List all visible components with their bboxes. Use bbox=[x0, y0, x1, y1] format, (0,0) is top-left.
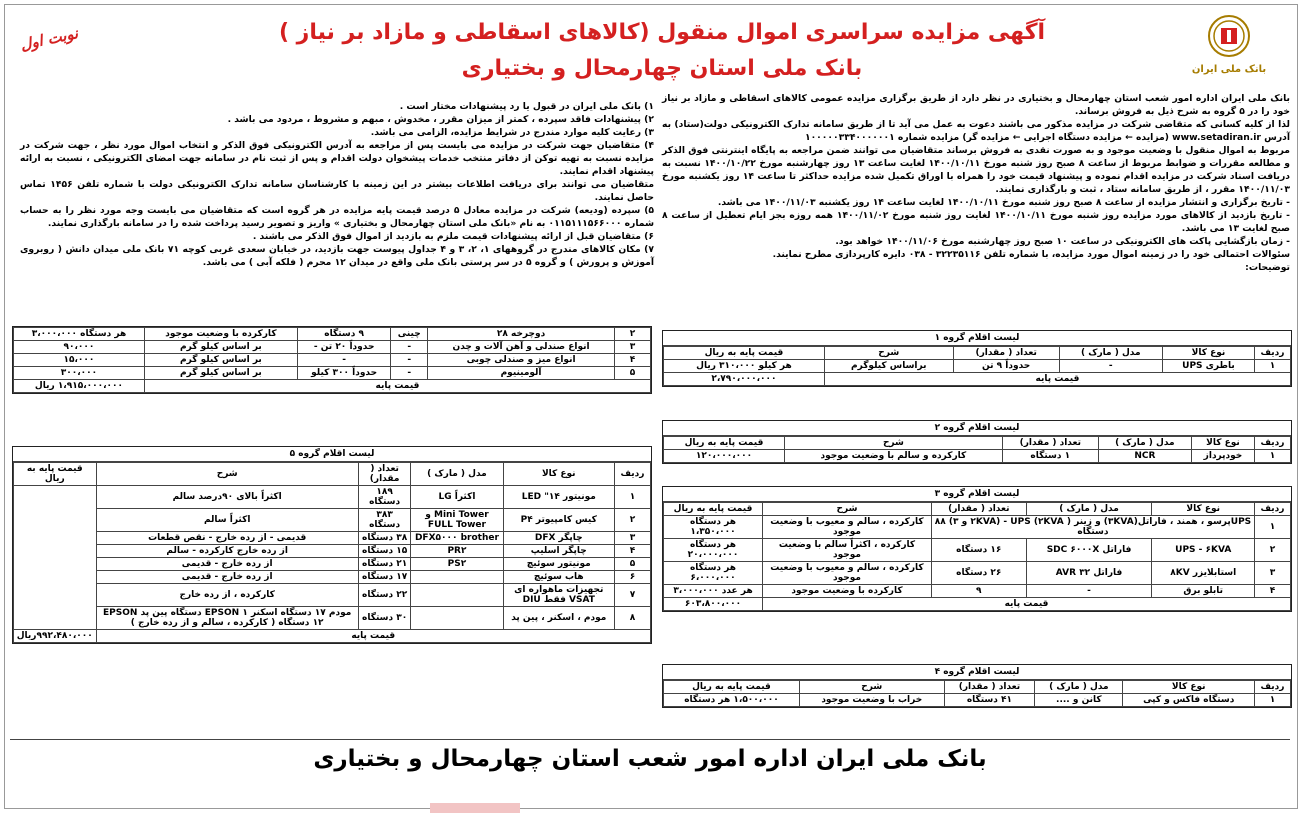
table-cell: مونیتور سوئیچ bbox=[503, 558, 614, 571]
table-cell: DFX۵۰۰۰ brother bbox=[411, 532, 503, 545]
col-header: مدل ( مارک ) bbox=[411, 463, 503, 486]
col-header: مدل ( مارک ) bbox=[1035, 681, 1123, 694]
condition-item: ۱) بانک ملی ایران در قبول یا رد پیشنهادات مختار است . bbox=[399, 101, 654, 112]
base-price-value: ۹۹۲،۴۸۰،۰۰۰ریال bbox=[14, 630, 97, 643]
base-price-label: قیمت پایه bbox=[763, 598, 1291, 611]
table-row bbox=[664, 694, 1291, 707]
col-header: ردیف bbox=[1255, 437, 1291, 450]
intro-paragraph: - تاریخ برگزاری و انتشار مزایده از ساعت ۸ صبح روز شنبه مورخ ۱۴۰۰/۱۰/۱۱ لغایت ساعت ۱۴ روز یکشنبه ۱۴۰۰/۱۱/۰۳ می باشد. bbox=[717, 197, 1290, 208]
table-cell: ۴ bbox=[615, 354, 651, 367]
group1-title: لیست اقلام گروه ۱ bbox=[663, 331, 1291, 346]
table-cell: حدوداً ۳۰۰ کیلو bbox=[297, 367, 390, 380]
table-cell: ۱۶ دستگاه bbox=[931, 539, 1026, 562]
table-cell: ۱ دستگاه bbox=[1002, 450, 1098, 463]
table-cell: تابلو برق bbox=[1152, 585, 1255, 598]
col-header: شرح bbox=[784, 437, 1002, 450]
table-cell: آلومینیوم bbox=[428, 367, 615, 380]
table-cell: استابلایزر ۸KV bbox=[1152, 562, 1255, 585]
col-header: نوع کالا bbox=[1123, 681, 1255, 694]
base-price-label: قیمت پایه bbox=[144, 380, 650, 393]
intro-paragraph: سئوالات احتمالی خود را در زمینه اموال مورد مزایده، با شماره تلفن ۳۲۲۳۵۱۱۶ - ۰۳۸ دایره کارپردازی مطرح نمایند. bbox=[772, 249, 1290, 260]
logo-text: بانک ملی ایران bbox=[1191, 64, 1267, 75]
table-cell: ۱۵،۰۰۰ bbox=[14, 354, 145, 367]
table-cell: هر دستگاه ۱،۳۵۰،۰۰۰ bbox=[664, 516, 763, 539]
condition-item: ۷) مکان کالاهای مندرج در گروههای ۱، ۲، ۳ و ۴ جداول پیوست جهت بازدید، در خیابان سعدی غربی کوچه ۷۱ بانک ملی میدان دانش ( روبروی آموزش و پرورش ) و گروه ۵ در سر پرستی بانک ملی واقع در میدان ۱۲ محرم ( فلکه آبی ) می باشد. bbox=[20, 244, 654, 268]
page-title: آگهی مزایده سراسری اموال منقول (کالاهای اسقاطی و مازاد بر نیاز ) bbox=[278, 20, 1046, 45]
table-cell: ۳۸۳ دستگاه bbox=[358, 509, 411, 532]
table-cell: ۴ bbox=[1255, 585, 1291, 598]
intro-paragraph: مربوط به اموال منقول با وضعیت موجود و به صورت نقدی به فروش برساند متقاضیان می توانند ضمن مراجعه به پایگاه اینترنتی فوق الذکر و مطالعه مقررات و ضوابط مربوط از ساعت ۸ صبح روز شنبه مورخ ۱۴۰۰/۱۰/۱۱ لغایت ساعت ۱۳ روز چهارشنبه مورخ ۱۴۰۰/۱۰/۲۲ نسبت به دریافت اسناد شرکت در مزایده اقدام نموده و پیشنهاد قیمت خود را همراه با اوراق تکمیل شده مزایده حداکثر تا ساعت ۱۴ روز یکشنبه مورخ ۱۴۰۰/۱۱/۰۳ مقرر ، از طریق سامانه ستاد ، ثبت و بارگذاری نمایند. bbox=[662, 145, 1291, 195]
col-header: ردیف bbox=[1255, 347, 1291, 360]
intro-paragraph: بانک ملی ایران اداره امور شعب استان چهارمحال و بختیاری در نظر دارد از طریق برگزاری مزایده عمومی کالاهای اسقاطی و مازاد بر نیاز خود را در ۵ گروه به شرح ذیل به فروش برساند. bbox=[662, 93, 1290, 117]
table-cell: ۱،۵۰۰،۰۰۰ هر دستگاه bbox=[664, 694, 800, 707]
table-row bbox=[664, 562, 1291, 585]
table-row bbox=[14, 532, 651, 545]
table-cell: کارکرده ، سالم و معیوب با وضعیت موجود bbox=[763, 562, 932, 585]
col-header: مدل ( مارک ) bbox=[1098, 437, 1191, 450]
intro-right-text bbox=[662, 92, 1290, 274]
col-header: قیمت پایه به ریال bbox=[664, 681, 800, 694]
table-cell: - bbox=[1026, 585, 1152, 598]
table-cell: اکثراً LG bbox=[411, 486, 503, 509]
col-header: مدل ( مارک ) bbox=[1059, 347, 1162, 360]
table-cell: باطری UPS bbox=[1162, 360, 1254, 373]
table-cell: فاراتل SDC ۶۰۰۰X bbox=[1026, 539, 1152, 562]
table-cell: کارکرده با وضعیت موجود bbox=[763, 585, 932, 598]
table-cell: هر دستگاه ۲۰،۰۰۰،۰۰۰ bbox=[664, 539, 763, 562]
table-cell bbox=[14, 486, 97, 630]
footer-title: بانک ملی ایران اداره امور شعب استان چهارمحال و بختیاری bbox=[10, 739, 1290, 787]
bank-melli-logo-icon bbox=[1207, 14, 1251, 58]
col-header: قیمت پایه به ریال bbox=[664, 347, 825, 360]
table-cell bbox=[411, 584, 503, 607]
table-row bbox=[14, 341, 651, 354]
table-cell: UPSپرسو ، همند ، فاراتل(۳KVA) و زینر ( ۲KVA) UPS - (۲KVA و ۳) ۸۸ دستگاه bbox=[931, 516, 1254, 539]
col-header: ردیف bbox=[1255, 503, 1291, 516]
table-cell: از رده خارج کارکرده - سالم bbox=[96, 545, 358, 558]
table-cell: کانن و .... bbox=[1035, 694, 1123, 707]
col-header: نوع کالا bbox=[1152, 503, 1255, 516]
col-header: قیمت پایه به ریال bbox=[664, 503, 763, 516]
table-cell: ۱۷ دستگاه bbox=[358, 571, 411, 584]
table-row bbox=[14, 584, 651, 607]
table-cell: PS۲ bbox=[411, 558, 503, 571]
table-cell: هر دستگاه ۳،۰۰۰،۰۰۰ bbox=[14, 328, 145, 341]
table-cell: ۱ bbox=[1255, 360, 1291, 373]
condition-item: ۵) سپرده (ودیعه) شرکت در مزایده معادل ۵ درصد قیمت پایه مزایده در هر گروه است که متقاضیان می بایست وجه مورد نظر را به حساب شماره ۰۱۱۵۱۱۱۵۶۶۰۰۰ به نام «بانک ملی استان چهارمحال و بختیاری » واریز و تصویر رسید پرداخت شده را در سامانه بارگذاری نمایند. bbox=[20, 205, 654, 229]
table-cell: ۳۰ دستگاه bbox=[358, 607, 411, 630]
table-cell: حدوداً ۲۰ تن - bbox=[297, 341, 390, 354]
base-price-label: قیمت پایه bbox=[96, 630, 650, 643]
table-cell: چاپگر DFX bbox=[503, 532, 614, 545]
group1-table bbox=[662, 330, 1292, 387]
table-cell: بر اساس کیلو گرم bbox=[144, 354, 297, 367]
table-cell bbox=[411, 571, 503, 584]
decorative-strip bbox=[430, 803, 520, 813]
table-cell: ۲۶ دستگاه bbox=[931, 562, 1026, 585]
table-cell: بر اساس کیلو گرم bbox=[144, 367, 297, 380]
table-row bbox=[664, 516, 1291, 539]
intro-paragraph: لذا از کلیه کسانی که متقاضی شرکت در مزایده مذکور می باشند دعوت به عمل می آید تا از طریق سامانه تدارک الکترونیکی دولت(ستاد) به آدرس www.setadiran.ir (مزایده ← مزایده دستگاه اجرایی ← مزایده گر) مزایده شماره ۱۰۰۰۰۰۳۳۴۰۰۰۰۰۰۱ bbox=[662, 119, 1290, 143]
table-row bbox=[14, 607, 651, 630]
col-header: مدل ( مارک ) bbox=[1026, 503, 1152, 516]
table-cell: - bbox=[297, 354, 390, 367]
table-cell: ۴ bbox=[615, 545, 651, 558]
table-cell: مونیتور LED "۱۴ bbox=[503, 486, 614, 509]
table-cell: ۳ bbox=[1255, 562, 1291, 585]
table-cell: ۱ bbox=[615, 486, 651, 509]
table-cell: دوچرخه ۲۸ bbox=[428, 328, 615, 341]
table-cell: - bbox=[391, 341, 428, 354]
col-header: شرح bbox=[96, 463, 358, 486]
table-cell: ۱ bbox=[1255, 694, 1291, 707]
table-cell: NCR bbox=[1098, 450, 1191, 463]
base-price-value: ۱،۹۱۵،۰۰۰،۰۰۰ ریال bbox=[14, 380, 145, 393]
table-row bbox=[664, 539, 1291, 562]
table-cell: هر کیلو ۳۱۰،۰۰۰ ریال bbox=[664, 360, 825, 373]
group5-table bbox=[12, 446, 652, 644]
table-cell: ۲ bbox=[615, 328, 651, 341]
col-header: نوع کالا bbox=[1162, 347, 1254, 360]
col-header: شرح bbox=[799, 681, 944, 694]
table-cell: ۹ دستگاه bbox=[297, 328, 390, 341]
table-row bbox=[664, 585, 1291, 598]
table-cell: ۱۵ دستگاه bbox=[358, 545, 411, 558]
notice-number: نوبت اول bbox=[18, 24, 80, 54]
table-row bbox=[664, 360, 1291, 373]
table-cell: چاپگر اسلیپ bbox=[503, 545, 614, 558]
table-cell: - bbox=[391, 367, 428, 380]
table-cell: UPS - ۶KVA bbox=[1152, 539, 1255, 562]
table-cell: ۱۸۹ دستگاه bbox=[358, 486, 411, 509]
group3-title: لیست اقلام گروه ۳ bbox=[663, 487, 1291, 502]
col-header: نوع کالا bbox=[503, 463, 614, 486]
table-cell: ۳۰۰،۰۰۰ bbox=[14, 367, 145, 380]
group5-title: لیست اقلام گروه ۵ bbox=[13, 447, 651, 462]
intro-left-text bbox=[20, 100, 654, 269]
group2-table bbox=[662, 420, 1292, 464]
table-cell: ۲ bbox=[615, 509, 651, 532]
table-cell: - bbox=[391, 354, 428, 367]
table-cell: ۵ bbox=[615, 558, 651, 571]
condition-item: ۶) متقاضیان قبل از ارائه پیشنهادات قیمت ملزم به بازدید از اموال فوق الذکر می باشند . bbox=[252, 231, 654, 242]
table-cell: ۲۱ دستگاه bbox=[358, 558, 411, 571]
base-price-label: قیمت پایه bbox=[824, 373, 1290, 386]
table-cell: ۳۸ دستگاه bbox=[358, 532, 411, 545]
base-price-value: ۲،۷۹۰،۰۰۰،۰۰۰ bbox=[664, 373, 825, 386]
col-header: قیمت پایه به ریال bbox=[664, 437, 785, 450]
table-cell: ۳ bbox=[615, 532, 651, 545]
table-cell: ۲ bbox=[1255, 539, 1291, 562]
condition-item: ۲) پیشنهادات فاقد سپرده ، کمتر از میزان مقرر ، مخدوش ، مبهم و مشروط ، مردود می باشد . bbox=[227, 114, 654, 125]
table-cell: ۹۰،۰۰۰ bbox=[14, 341, 145, 354]
table-cell: اکثراً بالای ۹۰درصد سالم bbox=[96, 486, 358, 509]
table-cell: ۳ bbox=[615, 341, 651, 354]
col-header: تعداد ( مقدار) bbox=[358, 463, 411, 486]
table-cell: کارکرده ، اکثراً سالم با وضعیت موجود bbox=[763, 539, 932, 562]
intro-paragraph: - زمان بازگشایی پاکت های الکترونیکی در ساعت ۱۰ صبح روز چهارشنبه مورخ ۱۴۰۰/۱۱/۰۶ خواهد بود. bbox=[835, 236, 1290, 247]
table-cell: ۵ bbox=[615, 367, 651, 380]
table-row bbox=[14, 486, 651, 509]
table-cell: هر دستگاه ۶،۰۰۰،۰۰۰ bbox=[664, 562, 763, 585]
table-cell: ۶ bbox=[615, 571, 651, 584]
col-header: شرح bbox=[763, 503, 932, 516]
table-cell: حدوداً ۹ تن bbox=[953, 360, 1059, 373]
table-cell: ۱۲۰،۰۰۰،۰۰۰ bbox=[664, 450, 785, 463]
page-subtitle: بانک ملی استان چهارمحال و بختیاری bbox=[461, 56, 863, 81]
table-cell: کیس کامپیوتر P۴ bbox=[503, 509, 614, 532]
table-row bbox=[14, 558, 651, 571]
table-row bbox=[14, 571, 651, 584]
table-cell: دستگاه فاکس و کپی bbox=[1123, 694, 1255, 707]
table-cell: هاب سوئیچ bbox=[503, 571, 614, 584]
table-cell: کارکرده با وضعیت موجود bbox=[144, 328, 297, 341]
table-cell: مودم ، اسکنر ، پین پد bbox=[503, 607, 614, 630]
table-cell: از رده خارج - قدیمی bbox=[96, 571, 358, 584]
table-cell: ۴۱ دستگاه bbox=[944, 694, 1035, 707]
col-header: ردیف bbox=[1255, 681, 1291, 694]
table-cell: ۹ bbox=[931, 585, 1026, 598]
table-cell: ۱ bbox=[1255, 516, 1291, 539]
table-cell: از رده خارج - قدیمی bbox=[96, 558, 358, 571]
group2-title: لیست اقلام گروه ۲ bbox=[663, 421, 1291, 436]
table-row bbox=[664, 450, 1291, 463]
condition-item: ۳) رعایت کلیه موارد مندرج در شرایط مزایده، الزامی می باشد. bbox=[370, 127, 654, 138]
table-cell: کارکرده ، از رده خارج bbox=[96, 584, 358, 607]
table-cell: براساس کیلوگرم bbox=[824, 360, 953, 373]
condition-item: متقاضیان می توانند برای دریافت اطلاعات بیشتر در این زمینه با کارشناسان سامانه تدارک الکترونیکی دولت با شماره تلفن ۱۴۵۶ تماس حاصل نمایند. bbox=[20, 179, 655, 203]
table-row bbox=[14, 545, 651, 558]
table-cell: خودپرداز bbox=[1191, 450, 1254, 463]
base-price-value: ۶۰۳،۸۰۰،۰۰۰ bbox=[664, 598, 763, 611]
table-cell: چینی bbox=[391, 328, 428, 341]
table-row bbox=[14, 328, 651, 341]
table-cell: Mini Tower و FULL Tower bbox=[411, 509, 503, 532]
table-cell: PR۲ bbox=[411, 545, 503, 558]
col-header: تعداد ( مقدار) bbox=[1002, 437, 1098, 450]
table-cell: مودم ۱۷ دستگاه اسکنر EPSON ۱ دستگاه پین پد EPSON ۱۲ دستگاه ( کارکرده ، سالم و از رده خارج ) bbox=[96, 607, 358, 630]
table-cell: انواع صندلی و آهن آلات و چدن bbox=[428, 341, 615, 354]
table-cell: خراب با وضعیت موجود bbox=[799, 694, 944, 707]
col-header: نوع کالا bbox=[1191, 437, 1254, 450]
col-header: قیمت پایه به ریال bbox=[14, 463, 97, 486]
table-row bbox=[14, 367, 651, 380]
table-cell: انواع میز و صندلی چوبی bbox=[428, 354, 615, 367]
table-cell: بر اساس کیلو گرم bbox=[144, 341, 297, 354]
table-cell: فاراتل ۳۲ AVR bbox=[1026, 562, 1152, 585]
col-header: تعداد ( مقدار) bbox=[944, 681, 1035, 694]
intro-paragraph: - تاریخ بازدید از کالاهای مورد مزایده روز شنبه مورخ ۱۴۰۰/۱۰/۱۱ لغایت روز شنبه مورخ ۱۴۰۰/۱۱/۰۲ همه روزه بجز ایام تعطیل از ساعت ۸ صبح لغایت ۱۳ می باشد. bbox=[662, 210, 1290, 234]
group1-continued-table bbox=[12, 326, 652, 394]
table-cell: قدیمی - از رده خارج - نقص قطعات bbox=[96, 532, 358, 545]
col-header: شرح bbox=[824, 347, 953, 360]
table-cell: - bbox=[1059, 360, 1162, 373]
col-header: تعداد ( مقدار) bbox=[953, 347, 1059, 360]
table-cell: کارکرده و سالم با وضعیت موجود bbox=[784, 450, 1002, 463]
intro-paragraph: توضیحات: bbox=[1245, 262, 1290, 273]
table-cell: ۱ bbox=[1255, 450, 1291, 463]
table-cell: اکثراً سالم bbox=[96, 509, 358, 532]
col-header: تعداد ( مقدار) bbox=[931, 503, 1026, 516]
table-row bbox=[14, 509, 651, 532]
table-row bbox=[14, 354, 651, 367]
table-cell: کارکرده ، سالم و معیوب با وضعیت موجود bbox=[763, 516, 932, 539]
table-cell: تجهیزات ماهواره ای VSAT فقط DIU bbox=[503, 584, 614, 607]
group4-title: لیست اقلام گروه ۴ bbox=[663, 665, 1291, 680]
table-cell: ۸ bbox=[615, 607, 651, 630]
col-header: ردیف bbox=[615, 463, 651, 486]
bank-logo bbox=[1170, 14, 1288, 100]
table-cell: ۷ bbox=[615, 584, 651, 607]
table-cell: هر عدد ۳،۰۰۰،۰۰۰ bbox=[664, 585, 763, 598]
condition-item: ۴) متقاضیان جهت شرکت در مزایده می بایست پس از مراجعه به آدرس الکترونیکی فوق الذکر و انتخاب اموال مورد نظر ، جهت شرکت در مزایده نسبت به تهیه توکن از دفاتر منتخب خدمات پیشخوان دولت اقدام و پس از ثبت نام در سامانه جهت امضای الکترونیکی ، نسبت به ارائه پیشنهاد اقدام نمایند. bbox=[20, 140, 654, 177]
group3-table bbox=[662, 486, 1292, 612]
table-cell bbox=[411, 607, 503, 630]
group4-table bbox=[662, 664, 1292, 708]
table-cell: ۲۲ دستگاه bbox=[358, 584, 411, 607]
